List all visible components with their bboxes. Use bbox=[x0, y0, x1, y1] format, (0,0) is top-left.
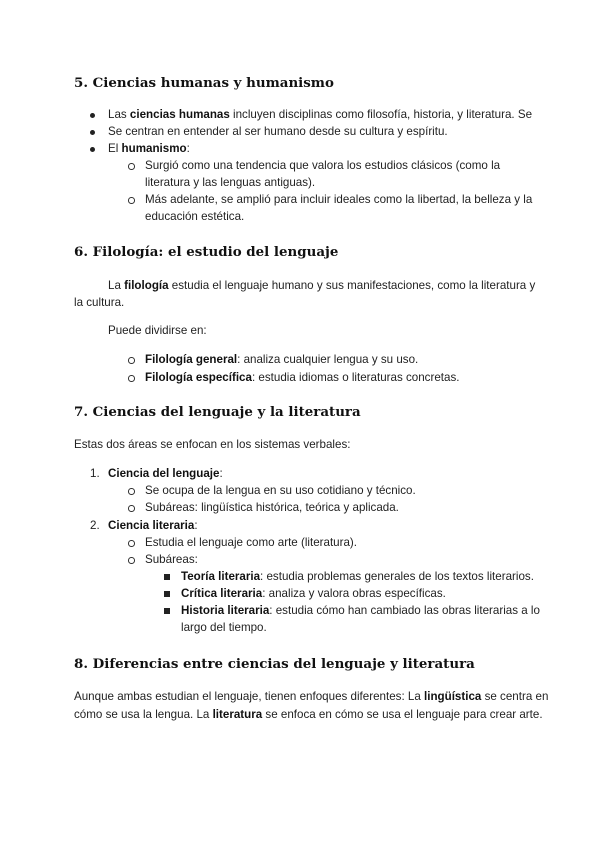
s5-bullet-2: Se centran en entender al ser humano desde su cultura y espíritu. bbox=[108, 125, 448, 138]
section-6-heading: 6. Filología: el estudio del lenguaje bbox=[74, 244, 339, 260]
s5-bullet-3 bbox=[108, 140, 190, 157]
s6-item-2 bbox=[145, 369, 459, 386]
section-7-heading: 7. Ciencias del lenguaje y la literatura bbox=[74, 404, 361, 420]
s8-paragraph-line-2 bbox=[74, 706, 543, 723]
s7-item-2-sub-2: Subáreas: bbox=[145, 553, 198, 566]
s7-item-2 bbox=[108, 517, 198, 534]
text: La bbox=[108, 279, 125, 292]
text: El bbox=[108, 142, 122, 155]
text: Aunque ambas estudian el lenguaje, tienen enfoques diferentes: La bbox=[74, 690, 425, 703]
text: cómo se usa la lengua. La bbox=[74, 708, 213, 721]
text: : analiza cualquier lengua y su uso. bbox=[237, 353, 419, 366]
text: : bbox=[186, 142, 190, 155]
text: se centra en bbox=[481, 690, 549, 703]
s7-item-1-sub-1: Se ocupa de la lengua en su uso cotidiano y técnico. bbox=[145, 484, 416, 497]
text: se enfoca en cómo se usa el lenguaje para crear arte. bbox=[262, 708, 543, 721]
s5-sub-1-line-2: literatura y las lenguas antiguas). bbox=[145, 176, 316, 189]
s7-subarea-3-line-1 bbox=[181, 602, 540, 619]
bullet-square bbox=[164, 608, 170, 614]
s7-intro: Estas dos áreas se enfocan en los sistemas verbales: bbox=[74, 438, 351, 451]
s5-bullet-1 bbox=[108, 106, 532, 123]
section-8-heading: 8. Diferencias entre ciencias del lenguaje y literatura bbox=[74, 656, 475, 672]
bullet-circle bbox=[128, 557, 135, 564]
s6-item-1 bbox=[145, 351, 418, 368]
s7-item-2-sub-1: Estudia el lenguaje como arte (literatura). bbox=[145, 536, 358, 549]
text: : estudia cómo han cambiado las obras literarias a lo bbox=[269, 604, 540, 617]
bold-term: Crítica literaria bbox=[181, 587, 263, 600]
section-5-heading: 5. Ciencias humanas y humanismo bbox=[74, 75, 334, 91]
s7-item-1-sub-2: Subáreas: lingüística histórica, teórica y aplicada. bbox=[145, 501, 399, 514]
s7-number-1: 1. bbox=[90, 467, 100, 480]
bullet-circle bbox=[128, 540, 135, 547]
bullet-circle bbox=[128, 163, 135, 170]
text: incluyen disciplinas como filosofía, historia, y literatura. Se bbox=[229, 108, 533, 121]
bullet-circle bbox=[128, 357, 135, 364]
s5-sub-2-line-1: Más adelante, se amplió para incluir ideales como la libertad, la belleza y la bbox=[145, 193, 533, 206]
bold-term: Ciencia del lenguaje bbox=[108, 467, 220, 480]
bold-term: filología bbox=[124, 279, 169, 292]
text: : bbox=[194, 519, 198, 532]
bullet-circle bbox=[128, 375, 135, 382]
bold-term: ciencias humanas bbox=[129, 108, 230, 121]
s7-item-1 bbox=[108, 465, 223, 482]
bold-term: Teoría literaria bbox=[181, 570, 261, 583]
bullet-circle bbox=[128, 488, 135, 495]
s7-subarea-3-line-2: largo del tiempo. bbox=[181, 621, 267, 634]
text: : estudia problemas generales de los textos literarios. bbox=[260, 570, 534, 583]
s7-number-2: 2. bbox=[90, 519, 100, 532]
bold-term: Filología específica bbox=[145, 371, 252, 384]
bullet-dot bbox=[90, 113, 95, 118]
s5-sub-2-line-2: educación estética. bbox=[145, 210, 245, 223]
text: : estudia idiomas o literaturas concretas. bbox=[251, 371, 460, 384]
s8-paragraph-line-1 bbox=[74, 688, 548, 705]
text: Las bbox=[108, 108, 130, 121]
bullet-circle bbox=[128, 197, 135, 204]
bold-term: Filología general bbox=[145, 353, 238, 366]
bold-term: lingüística bbox=[424, 690, 482, 703]
bullet-square bbox=[164, 574, 170, 580]
bullet-circle bbox=[128, 505, 135, 512]
bold-term: Historia literaria bbox=[181, 604, 270, 617]
text: estudia el lenguaje humano y sus manifestaciones, como la literatura y bbox=[168, 279, 536, 292]
s6-paragraph-line-2: la cultura. bbox=[74, 296, 125, 309]
s7-subarea-1 bbox=[181, 568, 534, 585]
s7-subarea-2 bbox=[181, 585, 446, 602]
text: : bbox=[219, 467, 223, 480]
bullet-square bbox=[164, 591, 170, 597]
bold-term: Ciencia literaria bbox=[108, 519, 195, 532]
s6-paragraph-2: Puede dividirse en: bbox=[108, 324, 207, 337]
s6-paragraph-line-1 bbox=[108, 277, 535, 294]
bold-term: humanismo bbox=[121, 142, 187, 155]
text: : analiza y valora obras específicas. bbox=[262, 587, 446, 600]
bold-term: literatura bbox=[212, 708, 263, 721]
bullet-dot bbox=[90, 147, 95, 152]
bullet-dot bbox=[90, 130, 95, 135]
s5-sub-1-line-1: Surgió como una tendencia que valora los estudios clásicos (como la bbox=[145, 159, 501, 172]
